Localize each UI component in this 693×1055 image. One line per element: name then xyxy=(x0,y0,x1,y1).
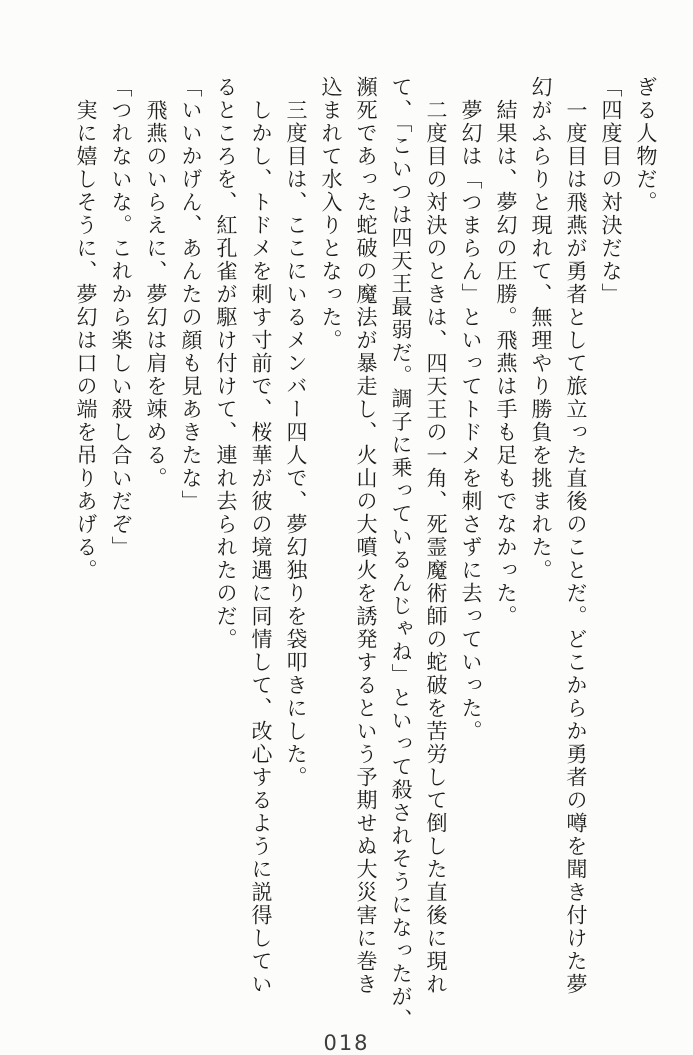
text-column-04: 幻がふらりと現れて、無理やり勝負を挑まれた。 xyxy=(529,76,553,582)
text-column-06: 夢幻は「つまらん」といってトドメを刺さずに去っていった。 xyxy=(459,76,483,743)
text-column-08: て、「こいつは四天王最弱だ。調子に乗っているんじゃね」といって殺されそうになったが、 xyxy=(389,76,413,1032)
text-column-10: 込まれて水入りとなった。 xyxy=(319,76,343,352)
text-column-12: しかし、トドメを刺す寸前で、桜華が彼の境遇に同情して、改心するように説得してい xyxy=(249,76,273,996)
text-column-07: 二度目の対決のときは、四天王の一角、死霊魔術師の蛇破を苦労して倒した直後に現れ xyxy=(424,76,448,996)
page-number: 018 xyxy=(323,1031,370,1055)
text-column-03: 一度目は飛燕が勇者として旅立った直後のことだ。どこからか勇者の噂を聞き付けた夢 xyxy=(564,76,588,996)
text-column-09: 瀕死であった蛇破の魔法が暴走し、火山の大噴火を誘発するという予期せぬ大災害に巻き xyxy=(354,76,378,996)
text-column-15: 飛燕のいらえに、夢幻は肩を竦める。 xyxy=(144,76,168,490)
text-column-17: 実に嬉しそうに、夢幻は口の端を吊りあげる。 xyxy=(74,76,98,582)
text-column-01: ぎる人物だ。 xyxy=(634,76,658,214)
text-column-02: 「四度目の対決だな」 xyxy=(599,76,623,306)
text-column-11: 三度目は、ここにいるメンバー四人で、夢幻独りを袋叩きにした。 xyxy=(284,76,308,789)
text-column-14: 「いいかげん、あんたの顔も見あきたな」 xyxy=(179,76,203,513)
text-column-05: 結果は、夢幻の圧勝。飛燕は手も足もでなかった。 xyxy=(494,76,518,628)
text-column-13: るところを、紅孔雀が駆け付けて、連れ去られたのだ。 xyxy=(214,76,238,651)
text-column-16: 「つれないな。これから楽しい殺し合いだぞ」 xyxy=(109,76,133,559)
page-text xyxy=(68,76,663,1032)
